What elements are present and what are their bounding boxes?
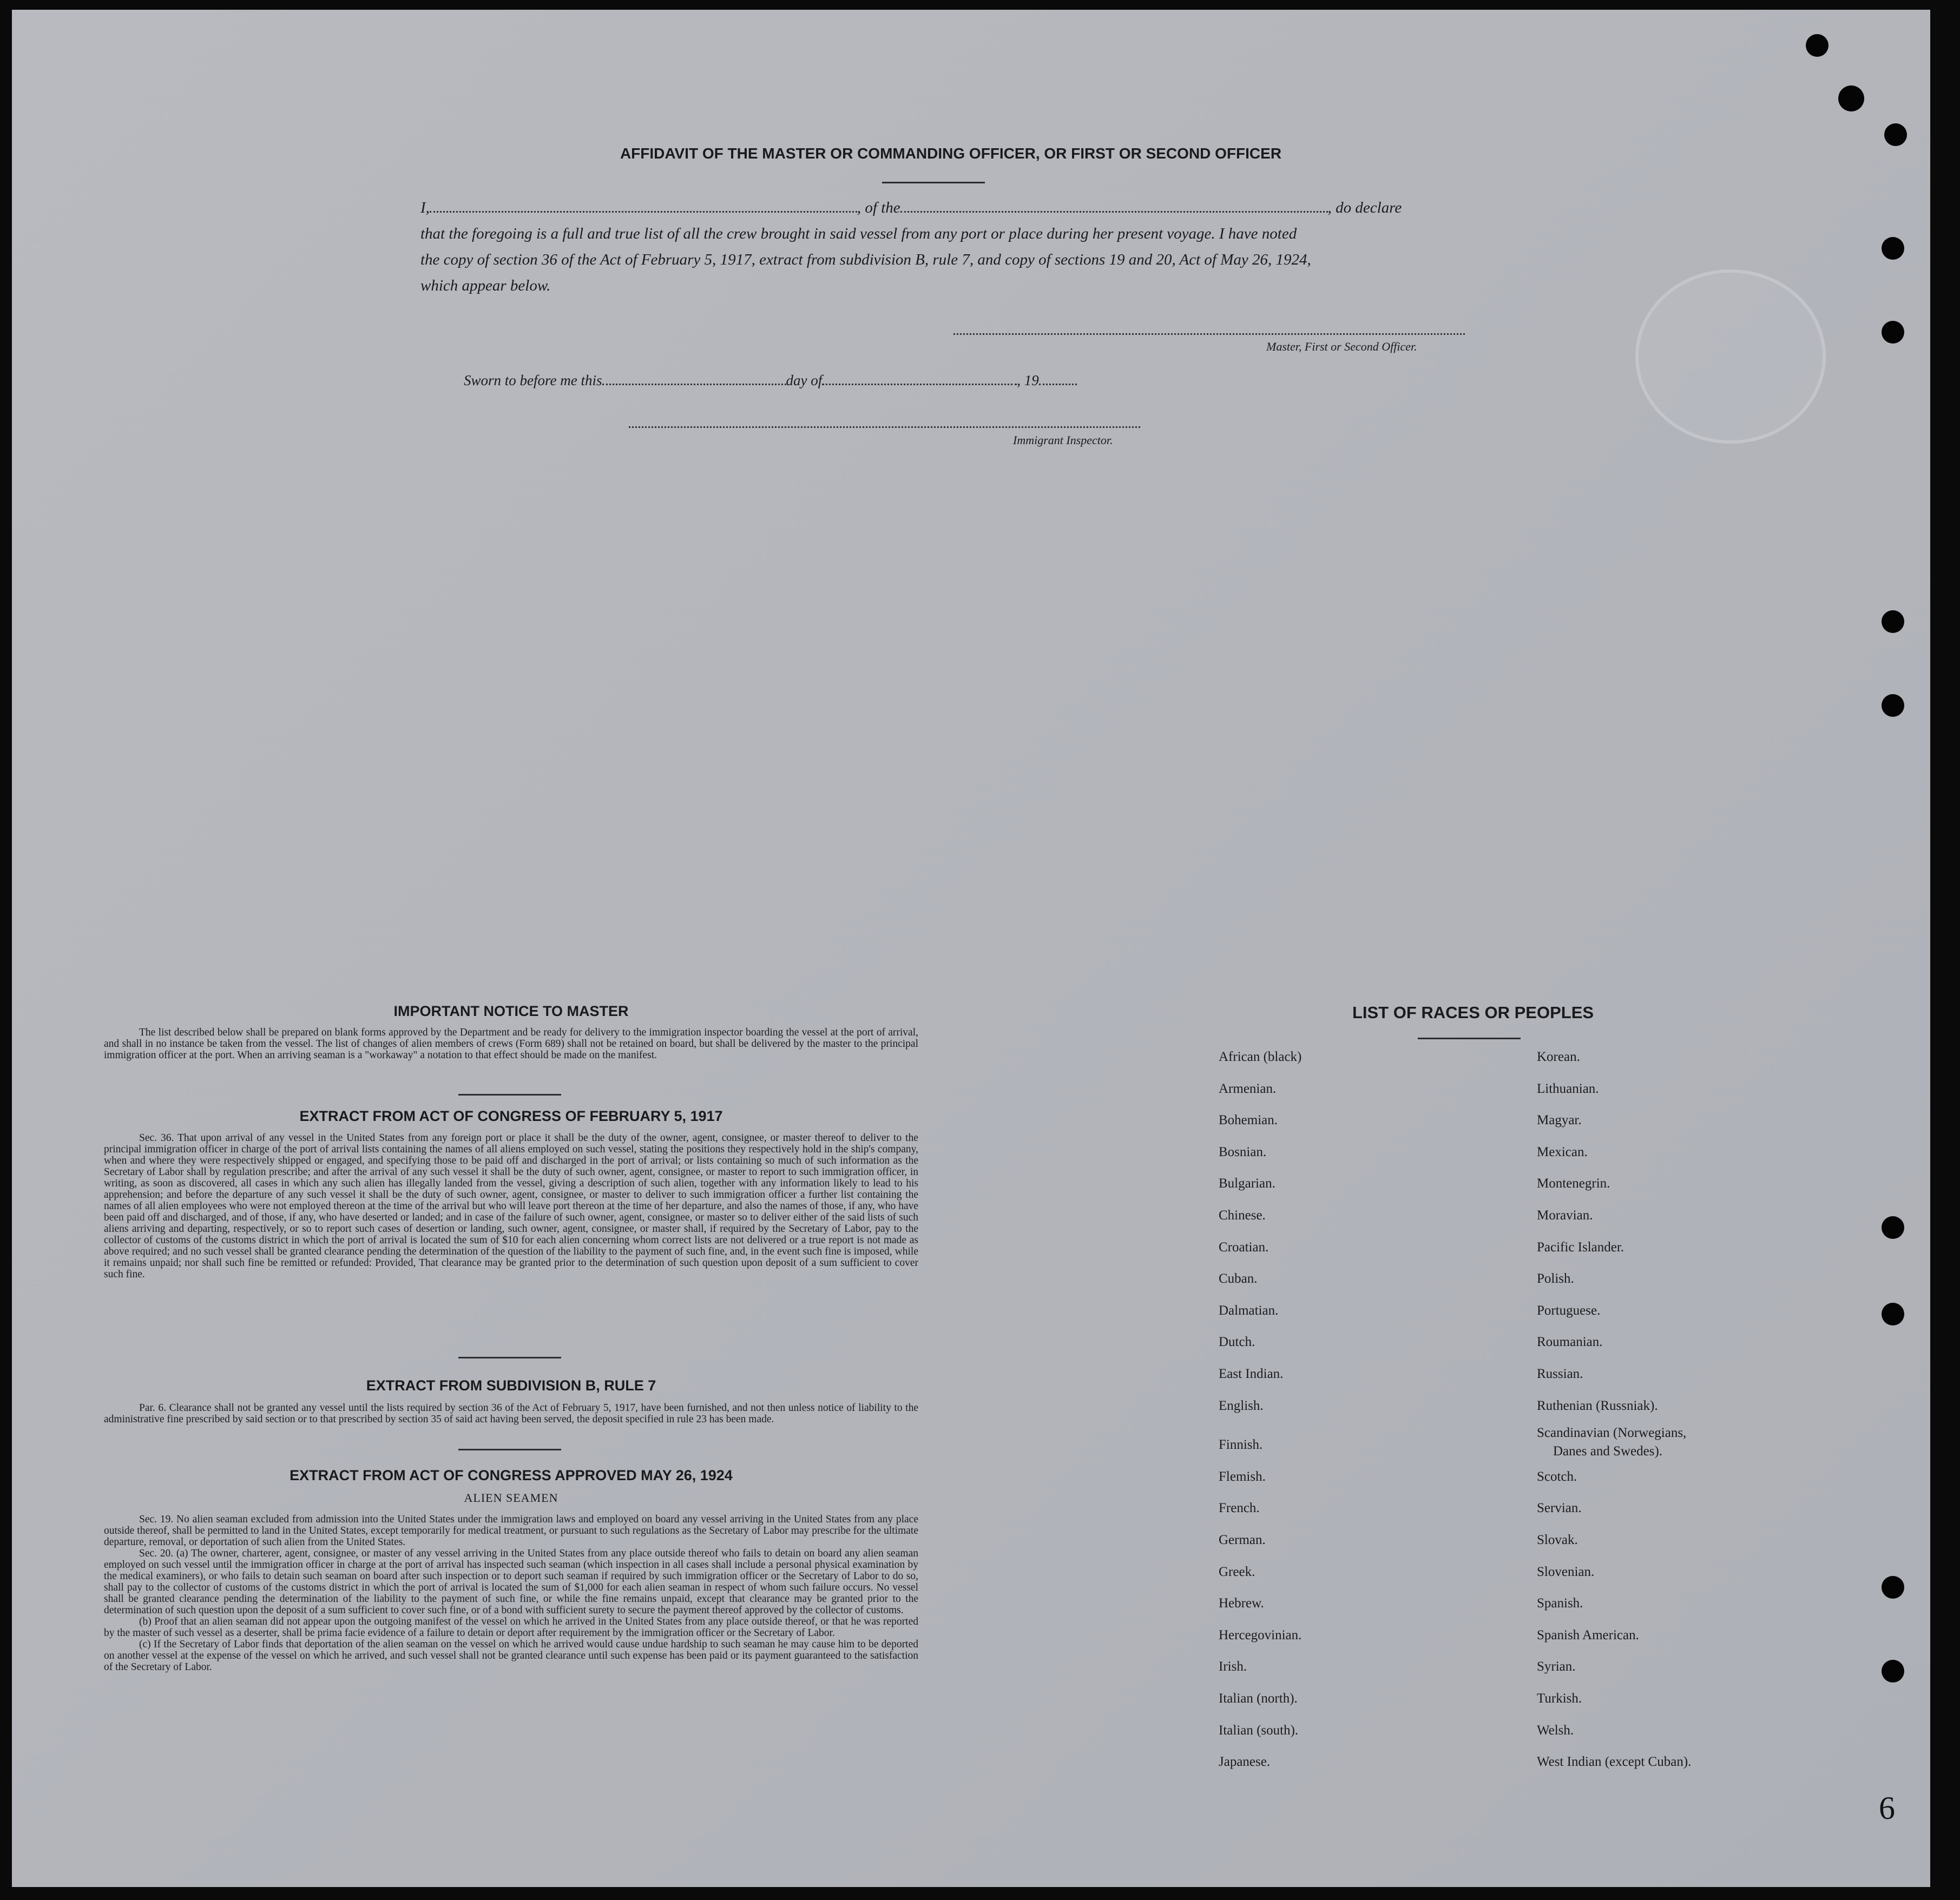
bleed-through-text <box>580 77 1716 115</box>
race-entry: Irish. <box>1219 1659 1247 1674</box>
race-entry: Spanish. <box>1537 1596 1583 1611</box>
race-entry: Danes and Swedes). <box>1553 1444 1663 1459</box>
notice-paragraph: The list described below shall be prepared on blank forms approved by the Department and be ready for delivery to the immigration inspector boarding the vessel at the port of arrival, and shall in no instance be taken from the vessel. The list of changes of alien members of crews (Form 689) shall not be retained on board, but shall be delivered by the master to the principal immigration officer at the port. When an arriving seaman is a "workaway" a notation to that effect should be made on the manifest. <box>104 1027 918 1061</box>
race-entry: Finnish. <box>1219 1437 1263 1453</box>
race-entry: Mexican. <box>1537 1144 1588 1159</box>
inspector-signature-caption: Immigrant Inspector. <box>1013 433 1113 447</box>
day-of-text: day of <box>786 372 823 388</box>
race-entry: Scotch. <box>1537 1469 1577 1484</box>
race-entry: Pacific Islander. <box>1537 1239 1624 1255</box>
race-entry: Turkish. <box>1537 1691 1582 1706</box>
affidavit-text-line: the copy of section 36 of the Act of February 5, 1917, extract from subdivision B, rule 7, and copy of sections 19 and 20, Act of May 26, 1924, <box>420 251 1311 268</box>
race-entry: Ruthenian (Russniak). <box>1537 1398 1658 1413</box>
race-entry: Italian (south). <box>1219 1723 1299 1738</box>
race-entry: Montenegrin. <box>1537 1176 1610 1191</box>
race-entry: Cuban. <box>1219 1271 1258 1287</box>
race-entry: Slovak. <box>1537 1533 1578 1547</box>
punch-hole <box>1882 694 1904 717</box>
extract-1917-text <box>104 1132 918 1280</box>
race-entry: Moravian. <box>1537 1208 1593 1223</box>
extract-rule7-title: EXTRACT FROM SUBDIVISION B, RULE 7 <box>366 1377 656 1394</box>
inspector-signature-field[interactable] <box>629 426 1140 428</box>
race-entry: Dalmatian. <box>1219 1303 1279 1318</box>
year-prefix-text: , 19 <box>1017 372 1039 388</box>
race-entry: Greek. <box>1219 1564 1255 1579</box>
race-entry: Slovenian. <box>1537 1564 1595 1579</box>
race-entry: Armenian. <box>1219 1081 1277 1096</box>
race-entry: French. <box>1219 1501 1260 1516</box>
race-entry: Roumanian. <box>1537 1335 1603 1350</box>
punch-hole <box>1882 1303 1904 1325</box>
race-entry: Lithuanian. <box>1537 1081 1599 1096</box>
sec-19-paragraph: Sec. 19. No alien seaman excluded from admission into the United States under the immigration laws and employed on board any vessel arriving in the United States from any place outside thereof, shall be permitted to land in the United States, except temporarily for medical treatment, or pursuant to such regulations as the Secretary of Labor may prescribe for the ultimate departure, removal, or deportation of such alien from the United States. <box>104 1514 918 1548</box>
section-divider <box>458 1357 561 1358</box>
race-entry: Welsh. <box>1537 1723 1574 1738</box>
race-entry: German. <box>1219 1533 1266 1547</box>
extract-1917-title: EXTRACT FROM ACT OF CONGRESS OF FEBRUARY 5, 1917 <box>299 1108 723 1124</box>
sworn-year-field[interactable] <box>1039 384 1077 385</box>
notice-title: IMPORTANT NOTICE TO MASTER <box>393 1003 629 1019</box>
affidavit-declaration-line <box>420 199 1476 217</box>
punch-hole <box>1882 1576 1904 1599</box>
race-entry: Polish. <box>1537 1271 1574 1287</box>
race-entry: Japanese. <box>1219 1754 1271 1770</box>
punch-hole <box>1884 123 1907 146</box>
race-entry: Servian. <box>1537 1501 1582 1516</box>
race-entry: Bohemian. <box>1219 1113 1278 1128</box>
race-entry: Magyar. <box>1537 1113 1582 1128</box>
race-entry: Bosnian. <box>1219 1144 1267 1159</box>
punch-hole <box>1882 610 1904 633</box>
affidavit-title-rule <box>882 182 985 183</box>
race-entry: Spanish American. <box>1537 1627 1639 1642</box>
affidavit-text-line: that the foregoing is a full and true list of all the crew brought in said vessel from any port or place during her present voyage. I have noted <box>420 225 1297 242</box>
declarant-prefix: I, <box>420 199 430 216</box>
race-entry: Hercegovinian. <box>1219 1627 1302 1642</box>
declarant-name-field[interactable] <box>430 211 857 213</box>
race-entry: African (black) <box>1219 1050 1302 1064</box>
punch-hole <box>1838 85 1864 111</box>
race-entry: Portuguese. <box>1537 1303 1601 1318</box>
race-entry: English. <box>1219 1398 1264 1413</box>
sec-36-paragraph: Sec. 36. That upon arrival of any vessel in the United States from any foreign port or place it shall be the duty of the owner, agent, consignee, or master thereof to deliver to the principal immigration officer in charge of the port of arrival lists containing the names of all aliens employed on such vessel, stating the positions they respectively hold in the ship's company, when and where they were respectively shipped or engaged, and specifying those to be paid off and discharged in the port of arrival; or lists containing so much of such information as the Secretary of Labor shall by regulation prescribe; and after the arrival of any such vessel it shall be the duty of such owner, agent, consignee, or master to report to such immigration officer, in writing, as soon as discovered, all cases in which any such alien has illegally landed from the vessel, giving a description of such alien, together with any information likely to lead to his apprehension; and before the departure of any such vessel it shall be the duty of such owner, agent, consignee, or master to deliver to such immigration officer a further list containing the names of all alien employees who were not employed thereon at the time of the arrival but who will leave port thereon at the time of her departure, and also the names of those, if any, who have been paid off and discharged, and of those, if any, who have deserted or landed; and in case of the failure of such owner, agent, consignee, or master so to deliver either of the said lists of such aliens arriving and departing, respectively, or so to report such cases of desertion or landing, such owner, agent, consignee, or master shall, if required by the Secretary of Labor, pay to the collector of customs of the customs district in which the port of arrival is located the sum of $10 for each alien concerning whom correct lists are not delivered or a true report is not made as above required; and no such vessel shall be granted clearance pending the determination of the question of the liability to the payment of such fine, and, in the event such fine is imposed, while it remains unpaid; nor shall such fine be remitted or refunded: Provided, That clearance may be granted prior to the determination of such question upon deposit of a sum sufficient to cover such fine. <box>104 1132 918 1280</box>
section-divider <box>458 1094 561 1096</box>
race-entry: Scandinavian (Norwegians, <box>1537 1426 1687 1441</box>
race-entry: Hebrew. <box>1219 1596 1264 1611</box>
sec-20c-paragraph: (c) If the Secretary of Labor finds that deportation of the alien seaman on the vessel on which he arrived would cause undue hardship to such seaman he may cause him to be deported on another vessel at the expense of the vessel on which he arrived, and such vessel shall not be granted clearance until such expense has been paid or its payment guaranteed to the satisfaction of the Secretary of Labor. <box>104 1639 918 1673</box>
race-entry: Russian. <box>1537 1367 1583 1381</box>
race-entry: Flemish. <box>1219 1469 1266 1484</box>
race-entry: Korean. <box>1537 1050 1580 1064</box>
do-declare-text: , do declare <box>1327 199 1402 216</box>
punch-hole <box>1882 1216 1904 1239</box>
punch-hole <box>1882 321 1904 344</box>
vessel-name-field[interactable] <box>900 211 1328 213</box>
race-entry: Chinese. <box>1219 1208 1266 1223</box>
section-divider <box>458 1449 561 1450</box>
affidavit-text-line: which appear below. <box>420 277 551 294</box>
affidavit-title: AFFIDAVIT OF THE MASTER OR COMMANDING OFFICER, OR FIRST OR SECOND OFFICER <box>620 145 1282 162</box>
alien-seamen-subtitle: ALIEN SEAMEN <box>464 1491 558 1505</box>
sec-20b-paragraph: (b) Proof that an alien seaman did not appear upon the outgoing manifest of the vessel on which he arrived in the United States from any place outside thereof, or that he was reported by the master of such vessel as a deserter, shall be prima facie evidence of a failure to detain or deport after requirement by the immigration officer or the Secretary of Labor. <box>104 1616 918 1639</box>
extract-1924-text <box>104 1514 918 1673</box>
master-signature-caption: Master, First or Second Officer. <box>1266 340 1417 353</box>
race-entry: Syrian. <box>1537 1659 1576 1674</box>
punch-hole <box>1882 237 1904 260</box>
sec-20a-paragraph: Sec. 20. (a) The owner, charterer, agent, consignee, or master of any vessel arriving in the United States from any place outside thereof who fails to detain on board any alien seaman employed on such vessel until the immigration officer in charge at the port of arrival has inspected such seaman (which inspection in all cases shall include a personal physical examination by the medical examiners), or who fails to detain such seaman on board after such inspection or to deport such seaman if required by such immigration officer or the Secretary of Labor to do so, shall pay to the collector of customs of the customs district in which the port of arrival is located the sum of $1,000 for each alien seaman in respect of whom such failure occurs. No vessel shall be granted clearance pending the determination of the liability to the payment of such fine, or while the fine remains unpaid, except that clearance may be granted prior to the determination of such question upon the deposit of a sum sufficient to cover such fine, or of a bond with sufficient surety to secure the payment thereof approved by the collector of customs. <box>104 1548 918 1616</box>
sworn-text: Sworn to before me this <box>464 372 602 388</box>
races-title: LIST OF RACES OR PEOPLES <box>1352 1003 1594 1022</box>
par-6-paragraph: Par. 6. Clearance shall not be granted any vessel until the lists required by section 36 of the Act of February 5, 1917, have been furnished, and not then unless notice of liability to the administrative fine prescribed by said section or to that prescribed by section 35 of said act having been served, the deposit specified in rule 23 has been made. <box>104 1402 918 1425</box>
handwritten-page-number: 6 <box>1879 1790 1895 1826</box>
race-entry: Dutch. <box>1219 1335 1255 1350</box>
punch-hole <box>1806 34 1829 57</box>
sworn-month-field[interactable] <box>822 384 1017 385</box>
master-signature-field[interactable] <box>953 333 1465 335</box>
race-entry: Croatian. <box>1219 1239 1269 1255</box>
embossed-seal <box>1635 269 1826 444</box>
document-page <box>12 10 1930 1887</box>
race-entry: West Indian (except Cuban). <box>1537 1754 1692 1770</box>
punch-hole <box>1882 1660 1904 1683</box>
notice-text <box>104 1027 918 1061</box>
extract-rule7-text <box>104 1402 918 1425</box>
races-title-rule <box>1418 1038 1521 1039</box>
race-entry: Bulgarian. <box>1219 1176 1275 1191</box>
sworn-day-field[interactable] <box>602 384 786 385</box>
extract-1924-title: EXTRACT FROM ACT OF CONGRESS APPROVED MAY 26, 1924 <box>290 1467 733 1483</box>
of-the-text: , of the <box>857 199 900 216</box>
sworn-line <box>464 372 1167 389</box>
race-entry: East Indian. <box>1219 1367 1284 1381</box>
race-entry: Italian (north). <box>1219 1691 1298 1706</box>
